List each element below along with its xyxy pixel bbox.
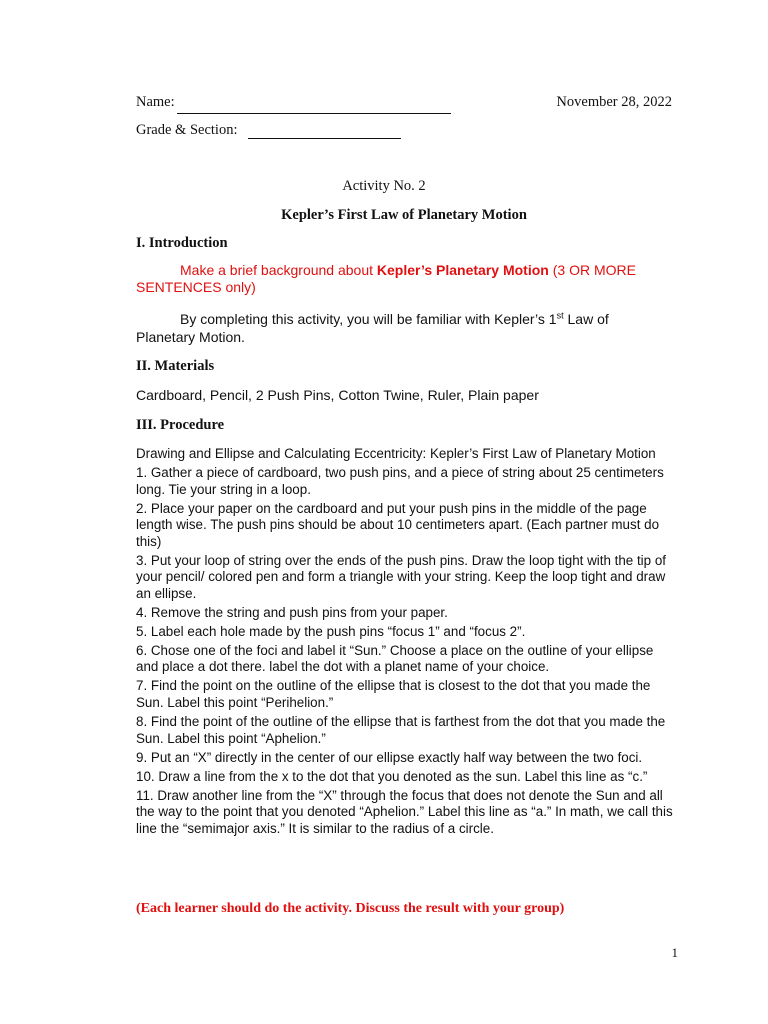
activity-number: Activity No. 2: [342, 178, 426, 194]
introduction-heading: I. Introduction: [136, 235, 228, 251]
procedure-heading: III. Procedure: [136, 417, 225, 433]
grade-section-label: Grade & Section:: [136, 122, 238, 138]
procedure-intro: Drawing and Ellipse and Calculating Eccentricity: Kepler’s First Law of Planetary Motion: [136, 446, 656, 461]
materials-list: Cardboard, Pencil, 2 Push Pins, Cotton Twine, Ruler, Plain paper: [136, 387, 539, 403]
procedure-step: 1. Gather a piece of cardboard, two push pins, and a piece of string about 25 centimeters long. Tie your string in a loop.: [136, 464, 664, 497]
materials-heading: II. Materials: [136, 358, 215, 374]
instruction-text-after: (3 OR MORE SENTENCES only): [136, 262, 636, 295]
introduction-instruction: [136, 262, 656, 296]
procedure-step: 2. Place your paper on the cardboard and put your push pins in the middle of the page length wise. The push pins should be about 10 centimeters apart. (Each partner must do this): [136, 500, 660, 549]
document-date: November 28, 2022: [556, 94, 672, 110]
procedure-step: 10. Draw a line from the x to the dot that you denoted as the sun. Label this line as “c.”: [136, 768, 648, 784]
instruction-text-before: Make a brief background about: [180, 262, 377, 278]
procedure-step: 7. Find the point on the outline of the ellipse that is closest to the dot that you made the Sun. Label this point “Perihelion.”: [136, 678, 651, 711]
intro-text-superscript: st: [556, 310, 564, 321]
name-blank-line: [177, 113, 451, 114]
procedure-step: 9. Put an “X” directly in the center of our ellipse exactly half way between the two foci.: [136, 749, 643, 765]
name-label: Name:: [136, 94, 175, 110]
page-number: 1: [671, 945, 678, 960]
procedure-step: 11. Draw another line from the “X” through the focus that does not denote the Sun and all the way to the point that you denoted “Aphelion.” Label this line as “a.” In math, we call this line the “semimajor axis.” It is similar to the radius of a circle.: [136, 787, 673, 836]
procedure-step: 8. Find the point of the outline of the ellipse that is farthest from the dot that you made the Sun. Label this point “Aphelion.”: [136, 714, 666, 746]
closing-instruction: (Each learner should do the activity. Discuss the result with your group): [136, 901, 565, 916]
introduction-text: [136, 310, 636, 346]
procedure-step: 3. Put your loop of string over the ends of the push pins. Draw the loop tight with the tip of your pencil/ colored pen and form a triangle with your string. Keep the loop tight and draw an ellipse.: [136, 552, 666, 601]
instruction-bold-topic: Kepler’s Planetary Motion: [376, 262, 549, 278]
procedure-step: 4. Remove the string and push pins from your paper.: [136, 604, 448, 620]
procedure-steps: [136, 446, 676, 840]
grade-section-blank-line: [248, 138, 401, 139]
intro-text-after: Law of Planetary Motion.: [136, 311, 609, 345]
procedure-step: 5. Label each hole made by the push pins “focus 1” and “focus 2”.: [136, 623, 526, 639]
intro-text-before: By completing this activity, you will be familiar with Kepler’s 1: [180, 311, 557, 327]
activity-title: Kepler’s First Law of Planetary Motion: [281, 207, 527, 223]
procedure-step: 6. Chose one of the foci and label it “Sun.” Choose a place on the outline of your ellipse and place a dot there. label the dot with a planet name of your choice.: [136, 642, 654, 675]
